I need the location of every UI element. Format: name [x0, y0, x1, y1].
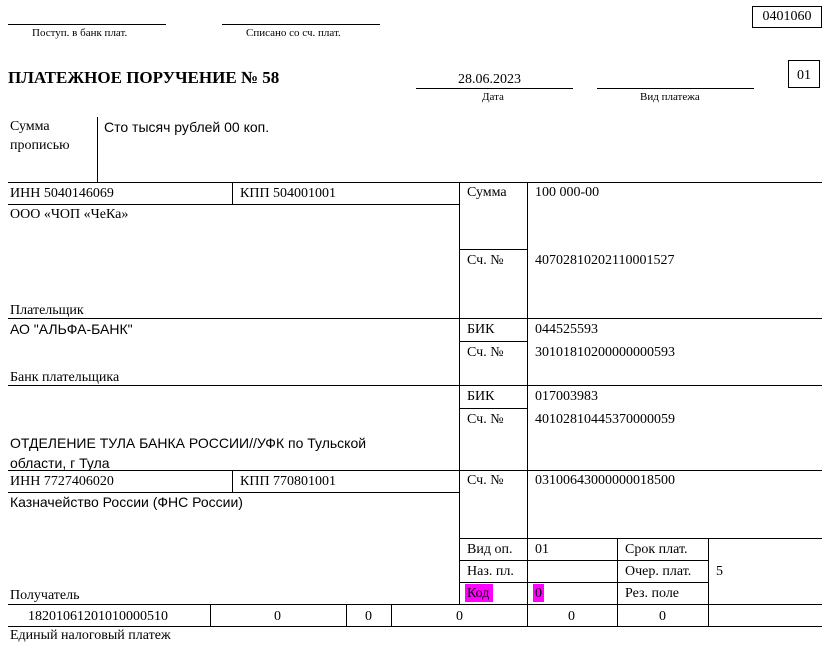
basis-value: 0 — [365, 609, 372, 624]
grid-line — [8, 182, 822, 183]
received-date-line — [8, 24, 166, 25]
grid-line-v — [210, 604, 211, 626]
payee-bank-name-2: области, г Тула — [10, 455, 110, 471]
grid-line — [459, 538, 822, 539]
period-value: 0 — [456, 609, 463, 624]
grid-line — [459, 408, 527, 409]
rez-label: Рез. поле — [625, 586, 680, 601]
debited-date-line — [222, 24, 380, 25]
grid-line-v — [346, 604, 347, 626]
grid-line — [8, 318, 822, 319]
doc-date-value: 0 — [659, 609, 666, 624]
vid-op-label: Вид оп. — [467, 542, 513, 557]
date-label: Дата — [482, 91, 504, 103]
naz-pl-label: Наз. пл. — [467, 564, 514, 579]
grid-line-v — [232, 182, 233, 204]
payee-account-label: Сч. № — [467, 473, 504, 488]
grid-line-v — [617, 538, 618, 626]
payer-bank-account: 30101810200000000593 — [535, 345, 675, 360]
received-label: Поступ. в банк плат. — [32, 27, 128, 39]
payer-bank-account-label: Сч. № — [467, 345, 504, 360]
payment-type-line — [597, 88, 754, 89]
payee-bank-account-label: Сч. № — [467, 412, 504, 427]
date-line — [416, 88, 573, 89]
grid-line-v — [232, 470, 233, 492]
grid-line-v — [708, 538, 709, 626]
grid-line — [8, 626, 822, 627]
payer-account: 40702810202110001527 — [535, 253, 675, 268]
amount-label: Сумма — [467, 185, 507, 200]
payee-label: Получатель — [10, 588, 80, 603]
debited-label: Списано со сч. плат. — [246, 27, 341, 39]
payee-bank-name-1: ОТДЕЛЕНИЕ ТУЛА БАНКА РОССИИ//УФК по Тульской — [10, 435, 367, 451]
srok-label: Срок плат. — [625, 542, 688, 557]
payer-account-label: Сч. № — [467, 253, 504, 268]
amount-value: 100 000-00 — [535, 185, 600, 200]
payer-kpp: КПП 504001001 — [240, 186, 337, 201]
payer-name: ООО «ЧОП «ЧеКа» — [10, 207, 129, 222]
ocher-value: 5 — [716, 564, 723, 579]
payee-kpp: КПП 770801001 — [240, 474, 337, 489]
grid-line-v — [459, 182, 460, 604]
amount-words-value: Сто тысяч рублей 00 коп. — [104, 119, 270, 135]
amount-words-divider — [97, 117, 98, 182]
status-code-box: 01 — [788, 60, 820, 88]
payment-purpose: Единый налоговый платеж — [10, 628, 171, 643]
payer-label: Плательщик — [10, 303, 84, 318]
grid-line — [459, 249, 527, 250]
payee-bank-account: 40102810445370000059 — [535, 412, 675, 427]
payee-name: Казначейство России (ФНС России) — [10, 494, 243, 510]
grid-line — [459, 582, 708, 583]
payer-bank-bik-label: БИК — [467, 322, 495, 337]
oktmo-value: 0 — [274, 609, 281, 624]
payer-bank-bik: 044525593 — [535, 322, 598, 337]
payee-bank-bik-label: БИК — [467, 389, 495, 404]
vid-op-value: 01 — [535, 542, 549, 557]
payer-bank-name: АО "АЛЬФА-БАНК" — [10, 321, 133, 337]
grid-line — [8, 204, 459, 205]
kbk-value: 18201061201010000510 — [28, 609, 168, 624]
kod-value: 0 — [535, 586, 542, 601]
payee-account: 03100643000000018500 — [535, 473, 675, 488]
form-code-box: 0401060 — [752, 6, 822, 28]
doc-number-value: 0 — [568, 609, 575, 624]
payment-type-label: Вид платежа — [640, 91, 700, 103]
payer-inn: ИНН 5040146069 — [10, 186, 114, 201]
grid-line — [8, 470, 822, 471]
grid-line — [459, 560, 708, 561]
order-date: 28.06.2023 — [458, 72, 521, 87]
ocher-label: Очер. плат. — [625, 564, 692, 579]
payee-inn: ИНН 7727406020 — [10, 474, 114, 489]
page-title: ПЛАТЕЖНОЕ ПОРУЧЕНИЕ № 58 — [8, 68, 280, 87]
grid-line — [8, 604, 822, 605]
grid-line — [8, 385, 822, 386]
kod-label: Код — [467, 586, 490, 601]
payer-bank-label: Банк плательщика — [10, 370, 120, 385]
grid-line-v — [391, 604, 392, 626]
grid-line — [8, 492, 459, 493]
grid-line — [459, 341, 527, 342]
amount-words-label-1: Сумма — [10, 119, 50, 134]
payee-bank-bik: 017003983 — [535, 389, 598, 404]
grid-line-v — [527, 182, 528, 626]
amount-words-label-2: прописью — [10, 138, 70, 153]
